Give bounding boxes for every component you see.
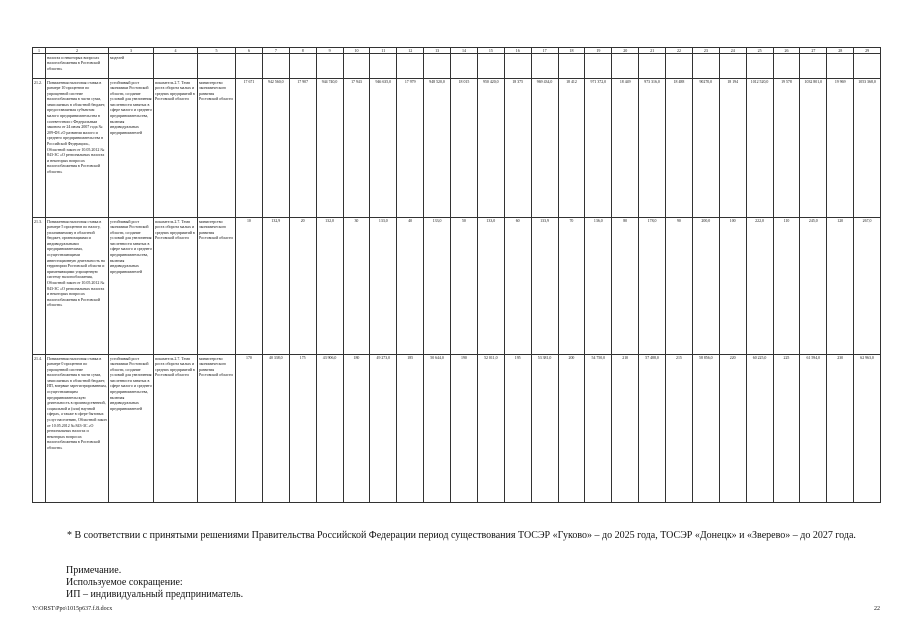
table-cell	[397, 54, 424, 79]
column-number: 9	[316, 48, 343, 54]
row-value: 944 740,0	[316, 79, 343, 218]
row-value: 17 907	[289, 79, 316, 218]
row-description: Пониженная налоговая ставка в размере 10 процентов по упрощенной системе налогообложения в части сумм, зачисляемых в областной бюджет, предоставляемая субъектам малого предпринимательства в соответствии с Федеральным законом от 24 июля 2007 года № 209-ФЗ «О развитии малого и среднего предпринимательства в Российской Федерации», Областной закон от 10.05.2012 № 843-ЗС «О региональных налогах и некоторых вопросах налогообложения в Ростовской области»	[46, 79, 109, 218]
column-number: 26	[773, 48, 800, 54]
table-cell	[800, 54, 827, 79]
column-number: 3	[109, 48, 154, 54]
row-goal: устойчивый рост экономики Ростовской области, создание условий для увеличения численности занятых в сфере малого и среднего предпринимательства, включая индивидуальных предпринимателей	[109, 218, 154, 355]
footnote: * В соответствии с принятыми решениями Правительства Российской Федерации период существования ТОСЭР «Гуково» – до 2025 года, ТОСЭР «Донецк» и «Зверево» – до 2027 года.	[67, 530, 856, 541]
row-value: 948 520,0	[424, 79, 451, 218]
row-goal: устойчивый рост экономики Ростовской области, создание условий для увеличения численности занятых в сфере малого и среднего предпринимательства, включая индивидуальных предпринимателей	[109, 355, 154, 503]
column-number: 20	[612, 48, 639, 54]
column-number: 28	[827, 48, 854, 54]
row-value: 18 375	[504, 79, 531, 218]
column-number: 29	[854, 48, 881, 54]
row-value: 90270,0	[692, 79, 719, 218]
table-cell	[773, 54, 800, 79]
row-value: 17 979	[397, 79, 424, 218]
table-cell	[451, 54, 478, 79]
table-cell	[370, 54, 397, 79]
row-value: 1012 520,0	[746, 79, 773, 218]
row-value: 175	[289, 355, 316, 503]
table-cell	[154, 54, 198, 79]
table-cell	[639, 54, 666, 79]
row-value: 200,0	[692, 218, 719, 355]
column-number: 15	[477, 48, 504, 54]
row-value: 110	[773, 218, 800, 355]
row-value: 190	[451, 355, 478, 503]
table-cell	[746, 54, 773, 79]
row-description: Пониженная налоговая ставка в размере 0 процентов по упрощенной системе налогообложения в части сумм, зачисляемых в областной бюджет, ИП, впервые зарегистрированным, осуществляющим предпринимательскую деятельность в производственной, социальной и (или) научной сферах, а также в сфере бытовых услуг населению, Областной закон от 10.05.2012 № 843-ЗС «О региональных налогах и некоторых вопросах налогообложения в Ростовской области»	[46, 355, 109, 503]
row-value: 210	[612, 355, 639, 503]
table-cell	[612, 54, 639, 79]
row-value: 61 594,0	[800, 355, 827, 503]
row-value: 200	[558, 355, 585, 503]
row-goal: устойчивый рост экономики Ростовской области, создание условий для увеличения численности занятых в сфере малого и среднего предпринимательства, включая индивидуальных предпринимателей	[109, 79, 154, 218]
row-value: 946 635,0	[370, 79, 397, 218]
table-cell	[558, 54, 585, 79]
table-cell	[827, 54, 854, 79]
row-value: 18 015	[451, 79, 478, 218]
abbreviations-title: Используемое сокращение:	[66, 577, 183, 588]
row-value: 133,0	[477, 218, 504, 355]
row-index: 21.3.	[33, 218, 46, 355]
row-value: 230	[827, 355, 854, 503]
row-value: 30	[343, 218, 370, 355]
row-value: 18 449	[612, 79, 639, 218]
row-value: 10	[236, 218, 263, 355]
column-number: 17	[531, 48, 558, 54]
row-value: 942 560,0	[262, 79, 289, 218]
row-value: 58 856,0	[692, 355, 719, 503]
row-value: 170	[236, 355, 263, 503]
column-number: 19	[585, 48, 612, 54]
column-number: 23	[692, 48, 719, 54]
column-number: 25	[746, 48, 773, 54]
row-value: 178,0	[639, 218, 666, 355]
column-number: 11	[370, 48, 397, 54]
row-index: 21.4.	[33, 355, 46, 503]
row-value: 40	[397, 218, 424, 355]
column-number: 14	[451, 48, 478, 54]
row-value: 950 420,0	[477, 79, 504, 218]
row-ministry: министерство экономического развития Ростовской области	[198, 79, 236, 218]
row-value: 969 434,0	[531, 79, 558, 218]
column-number: 27	[800, 48, 827, 54]
row-value: 215	[666, 355, 693, 503]
row-value: 53 381,0	[531, 355, 558, 503]
row-value: 185	[397, 355, 424, 503]
row-value: 70	[558, 218, 585, 355]
table-row	[33, 218, 881, 355]
row-value: 57 488,0	[639, 355, 666, 503]
table-cell	[666, 54, 693, 79]
table-row	[33, 355, 881, 503]
file-path: Y:\ORST\Ppo\1015p637.f.8.docx	[32, 606, 113, 612]
row-ministry: министерство экономического развития Ростовской области	[198, 218, 236, 355]
table-cell	[854, 54, 881, 79]
table-row	[33, 79, 881, 218]
table-cell	[719, 54, 746, 79]
continuation-goal: моделей	[109, 54, 154, 79]
row-value: 136,0	[585, 218, 612, 355]
row-value: 180	[343, 355, 370, 503]
row-value: 19 578	[773, 79, 800, 218]
row-value: 195	[504, 355, 531, 503]
row-value: 49 273,0	[370, 355, 397, 503]
column-number: 16	[504, 48, 531, 54]
row-value: 220	[719, 355, 746, 503]
row-value: 1053 368,0	[854, 79, 881, 218]
row-value: 267,0	[854, 218, 881, 355]
table-cell	[198, 54, 236, 79]
row-indicator: показатель 2.7. Темп роста оборота малых и средних предприятий в Ростовской области	[154, 79, 198, 218]
column-number: 12	[397, 48, 424, 54]
row-value: 40 338,0	[262, 355, 289, 503]
row-value: 133,0	[424, 218, 451, 355]
abbreviation-item: ИП – индивидуальный предприниматель.	[66, 589, 244, 600]
column-number: 13	[424, 48, 451, 54]
row-value: 971 372,0	[585, 79, 612, 218]
row-value: 225	[773, 355, 800, 503]
table-cell	[289, 54, 316, 79]
row-value: 18 412	[558, 79, 585, 218]
tax-expenditure-table	[32, 47, 881, 503]
table-cell	[236, 54, 263, 79]
row-value: 132,9	[262, 218, 289, 355]
row-value: 60	[504, 218, 531, 355]
row-value: 18 194	[719, 79, 746, 218]
row-value: 80	[612, 218, 639, 355]
table-cell	[504, 54, 531, 79]
row-value: 90	[666, 218, 693, 355]
row-value: 50	[451, 218, 478, 355]
row-value: 133,9	[531, 218, 558, 355]
continuation-row	[33, 54, 881, 79]
column-number: 4	[154, 48, 198, 54]
row-value: 19 969	[827, 79, 854, 218]
column-number: 1	[33, 48, 46, 54]
column-number: 8	[289, 48, 316, 54]
column-number: 2	[46, 48, 109, 54]
row-value: 54 750,0	[585, 355, 612, 503]
row-value: 43 906,0	[316, 355, 343, 503]
table-cell	[531, 54, 558, 79]
page-number: 22	[874, 606, 880, 612]
row-indicator: показатель 2.7. Темп роста оборота малых и средних предприятий в Ростовской области	[154, 218, 198, 355]
row-index: 21.2.	[33, 79, 46, 218]
note-title: Примечание.	[66, 565, 122, 576]
column-number: 21	[639, 48, 666, 54]
table-body	[33, 48, 881, 503]
row-value: 100	[719, 218, 746, 355]
table-cell	[692, 54, 719, 79]
row-value: 132,0	[316, 218, 343, 355]
row-ministry: министерство экономического развития Ростовской области	[198, 355, 236, 503]
column-number: 5	[198, 48, 236, 54]
table-cell	[33, 54, 46, 79]
row-value: 20	[289, 218, 316, 355]
row-value: 120	[827, 218, 854, 355]
row-indicator: показатель 2.7. Темп роста оборота малых и средних предприятий в Ростовской области	[154, 355, 198, 503]
table-cell	[316, 54, 343, 79]
row-value: 62 963,0	[854, 355, 881, 503]
column-number: 22	[666, 48, 693, 54]
row-value: 50 644,0	[424, 355, 451, 503]
column-number: 7	[262, 48, 289, 54]
row-value: 222,0	[746, 218, 773, 355]
table-cell	[477, 54, 504, 79]
row-value: 245,0	[800, 218, 827, 355]
row-value: 973 316,0	[639, 79, 666, 218]
row-description: Пониженная налоговая ставка в размере 5 процентов по налогу, уплачиваемому в областной бюджет, организациями и индивидуальными предпринимателями, осуществляющими инвестиционную деятельность на территории Ростовской области и применяющими упрощенную систему налогообложения, Областной закон от 10.05.2012 № 843-ЗС «О региональных налогах и некоторых вопросах налогообложения в Ростовской области»	[46, 218, 109, 355]
table-cell	[262, 54, 289, 79]
continuation-description: налогах и некоторых вопросах налогообложения в Ростовской области»	[46, 54, 109, 79]
row-value: 17 943	[343, 79, 370, 218]
column-number: 10	[343, 48, 370, 54]
row-value: 1032 801,0	[800, 79, 827, 218]
row-value: 52 011,0	[477, 355, 504, 503]
column-number: 6	[236, 48, 263, 54]
row-value: 18 488	[666, 79, 693, 218]
row-value: 17 671	[236, 79, 263, 218]
column-number: 24	[719, 48, 746, 54]
table-cell	[343, 54, 370, 79]
table-cell	[585, 54, 612, 79]
column-number: 18	[558, 48, 585, 54]
table-cell	[424, 54, 451, 79]
row-value: 60 225,0	[746, 355, 773, 503]
row-value: 133,0	[370, 218, 397, 355]
